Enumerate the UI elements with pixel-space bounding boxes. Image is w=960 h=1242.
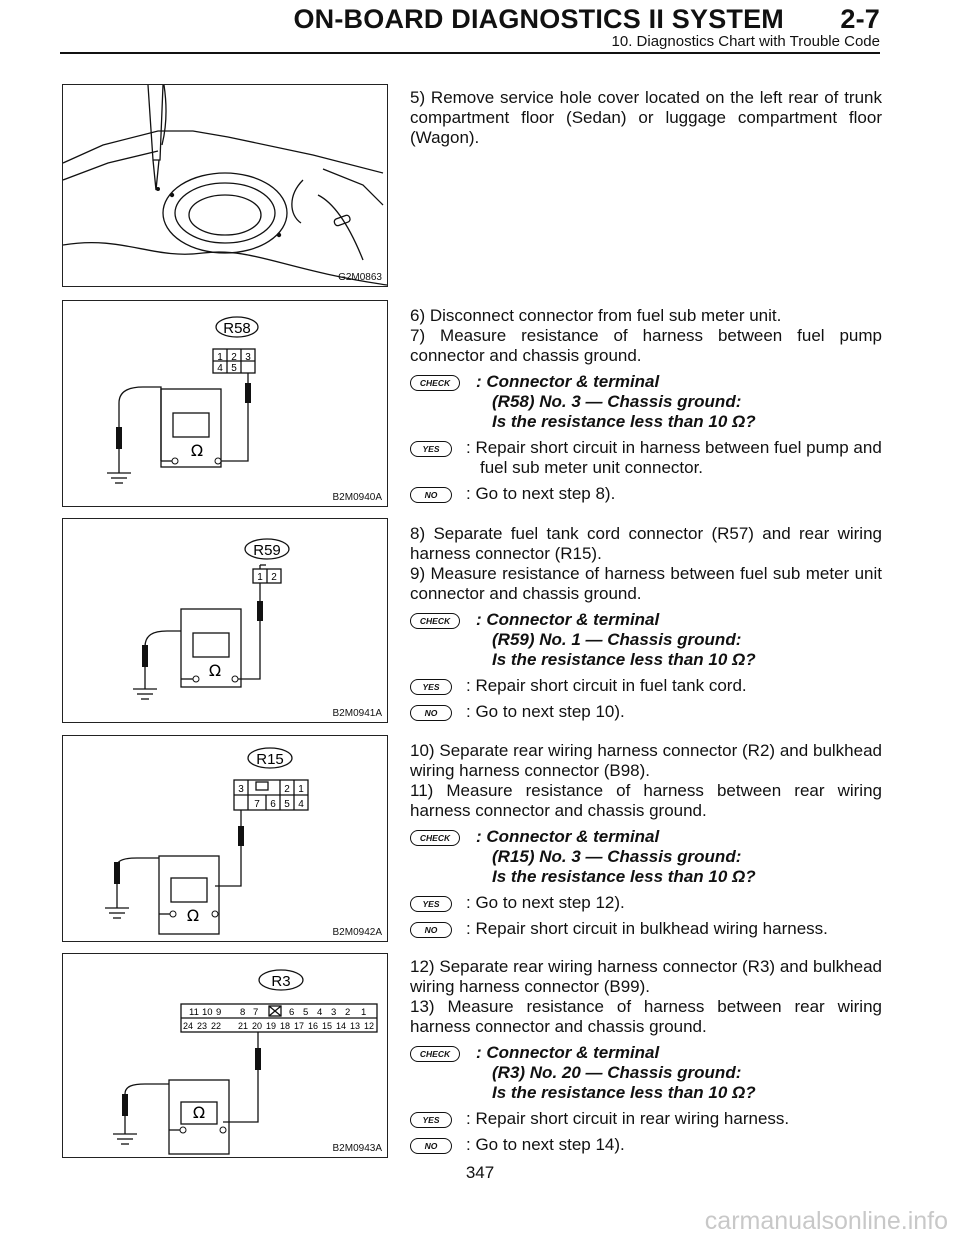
no-text: : Go to next step 14). (466, 1135, 625, 1154)
r3-wiring-diagram (63, 954, 387, 1157)
watermark: carmanualsonline.info (704, 1207, 948, 1235)
pin-label: 2 (345, 1007, 351, 1018)
no-row (410, 484, 882, 504)
ohm-icon: Ω (192, 1103, 206, 1122)
no-row (410, 702, 882, 722)
check-badge: CHECK (410, 830, 460, 846)
pin-label: 4 (298, 799, 304, 810)
step-text: 10) Separate rear wiring harness connector (R2) and bulkhead wiring harness connector (B98). (410, 741, 882, 780)
connector-label: R58 (223, 320, 251, 337)
figure-code: G2M0863 (338, 272, 382, 283)
step-text: 8) Separate fuel tank cord connector (R57) and rear wiring harness connector (R15). (410, 524, 882, 563)
pin-label: 23 (197, 1021, 208, 1031)
step-text: 12) Separate rear wiring harness connector (R3) and bulkhead wiring harness connector (B99). (410, 957, 882, 996)
check-row (410, 1043, 882, 1103)
page-subtitle: 10. Diagnostics Chart with Trouble Code (611, 33, 880, 50)
step-block-10-11 (410, 741, 882, 939)
ohm-icon: Ω (190, 441, 204, 460)
pin-label: 3 (245, 352, 251, 363)
figure-r15 (62, 735, 388, 942)
pin-label: 3 (238, 784, 244, 795)
pin-label: 22 (211, 1021, 222, 1031)
step-block-5 (410, 88, 882, 148)
section-number: 2-7 (840, 4, 880, 34)
figure-code: B2M0940A (332, 492, 382, 503)
pin-label: 12 (364, 1021, 375, 1031)
check-badge: CHECK (410, 613, 460, 629)
check-row (410, 827, 882, 887)
figure-r58 (62, 300, 388, 507)
connector-label: R15 (256, 751, 284, 768)
pin-label: 3 (331, 1007, 337, 1018)
step-text: 11) Measure resistance of harness between rear wiring harness connector and chassis ground. (410, 781, 882, 820)
header-rule (60, 52, 880, 54)
check-line: (R59) No. 1 — Chassis ground: (492, 630, 742, 649)
pin-label: 10 (202, 1007, 213, 1018)
no-row (410, 1135, 882, 1155)
no-text: : Go to next step 8). (466, 484, 616, 503)
pin-label: 2 (284, 784, 290, 795)
pin-label: 11 (189, 1007, 199, 1018)
ohm-icon: Ω (208, 661, 222, 680)
pin-label: 17 (294, 1021, 305, 1031)
yes-row (410, 438, 882, 478)
connector-label: R59 (253, 542, 281, 559)
check-line: (R3) No. 20 — Chassis ground: (492, 1063, 742, 1082)
pin-label: 5 (284, 799, 290, 810)
check-line: : Connector & terminal (476, 610, 660, 629)
check-line: Is the resistance less than 10 Ω? (492, 867, 756, 886)
no-text: : Repair short circuit in bulkhead wiring harness. (466, 919, 828, 938)
r58-wiring-diagram (63, 301, 387, 506)
pin-label: 20 (252, 1021, 263, 1031)
step-text: 9) Measure resistance of harness between fuel sub meter unit connector and chassis ground. (410, 564, 882, 603)
check-line: Is the resistance less than 10 Ω? (492, 412, 756, 431)
figure-r3 (62, 953, 388, 1158)
yes-text: : Repair short circuit in fuel tank cord. (466, 676, 747, 695)
pin-label: 6 (289, 1007, 295, 1018)
yes-text: : Repair short circuit in harness between fuel pump and fuel sub meter unit connector. (466, 438, 882, 477)
pin-label: 15 (322, 1021, 333, 1031)
yes-badge: YES (410, 441, 452, 457)
step-block-8-9 (410, 524, 882, 722)
yes-badge: YES (410, 1112, 452, 1128)
check-text (476, 1043, 882, 1103)
pin-label: 7 (254, 799, 260, 810)
figure-service-hole (62, 84, 388, 287)
step-block-6-7 (410, 306, 882, 504)
no-badge: NO (410, 922, 452, 938)
yes-text: : Repair short circuit in rear wiring harness. (466, 1109, 790, 1128)
yes-row (410, 1109, 882, 1129)
check-line: : Connector & terminal (476, 372, 660, 391)
check-badge: CHECK (410, 1046, 460, 1062)
pin-label: 14 (336, 1021, 347, 1031)
pin-label: 13 (350, 1021, 361, 1031)
yes-row (410, 676, 882, 696)
check-line: (R15) No. 3 — Chassis ground: (492, 847, 742, 866)
no-badge: NO (410, 705, 452, 721)
check-line: : Connector & terminal (476, 827, 660, 846)
no-badge: NO (410, 1138, 452, 1154)
yes-text: : Go to next step 12). (466, 893, 625, 912)
pin-label: 5 (303, 1007, 309, 1018)
page-title: ON-BOARD DIAGNOSTICS II SYSTEM (293, 4, 784, 34)
check-line: Is the resistance less than 10 Ω? (492, 650, 756, 669)
yes-badge: YES (410, 679, 452, 695)
step-text: 13) Measure resistance of harness between rear wiring harness connector and chassis ground. (410, 997, 882, 1036)
check-line: : Connector & terminal (476, 1043, 660, 1062)
pin-label: 7 (253, 1007, 259, 1018)
yes-badge: YES (410, 896, 452, 912)
pin-label: 1 (298, 784, 304, 795)
check-text (476, 610, 882, 670)
check-row (410, 610, 882, 670)
pin-label: 2 (231, 352, 237, 363)
pin-label: 2 (271, 572, 277, 583)
r15-wiring-diagram (63, 736, 387, 941)
pin-label: 21 (238, 1021, 249, 1031)
pin-label: 6 (270, 799, 276, 810)
pin-label: 24 (183, 1021, 194, 1031)
check-text (476, 827, 882, 887)
no-badge: NO (410, 487, 452, 503)
no-row (410, 919, 882, 939)
no-text: : Go to next step 10). (466, 702, 625, 721)
pin-label: 1 (257, 572, 263, 583)
step-text: 7) Measure resistance of harness between fuel pump connector and chassis ground. (410, 326, 882, 365)
yes-row (410, 893, 882, 913)
check-row (410, 372, 882, 432)
figure-code: B2M0942A (332, 927, 382, 938)
pin-label: 19 (266, 1021, 277, 1031)
check-line: (R58) No. 3 — Chassis ground: (492, 392, 742, 411)
figure-code: B2M0943A (332, 1143, 382, 1154)
pin-label: 9 (216, 1007, 222, 1018)
step-block-12-13 (410, 957, 882, 1155)
step-text: 5) Remove service hole cover located on the left rear of trunk compartment floor (Sedan) or luggage compartment floor (Wagon). (410, 88, 882, 147)
service-hole-illustration (63, 85, 387, 286)
ohm-icon: Ω (186, 906, 200, 925)
check-line: Is the resistance less than 10 Ω? (492, 1083, 756, 1102)
pin-label: 5 (231, 363, 237, 374)
page-header-title (840, 4, 880, 35)
pin-label: 1 (217, 352, 223, 363)
figure-code: B2M0941A (332, 708, 382, 719)
pin-label: 1 (361, 1007, 367, 1018)
page-number: 347 (465, 1163, 495, 1182)
check-badge: CHECK (410, 375, 460, 391)
connector-label: R3 (271, 973, 291, 990)
pin-label: 4 (317, 1007, 323, 1018)
figure-r59 (62, 518, 388, 723)
check-text (476, 372, 882, 432)
pin-label: 8 (240, 1007, 246, 1018)
r59-wiring-diagram (63, 519, 387, 722)
pin-label: 4 (217, 363, 223, 374)
pin-label: 18 (280, 1021, 291, 1031)
pin-label: 16 (308, 1021, 319, 1031)
step-text: 6) Disconnect connector from fuel sub meter unit. (410, 306, 782, 325)
